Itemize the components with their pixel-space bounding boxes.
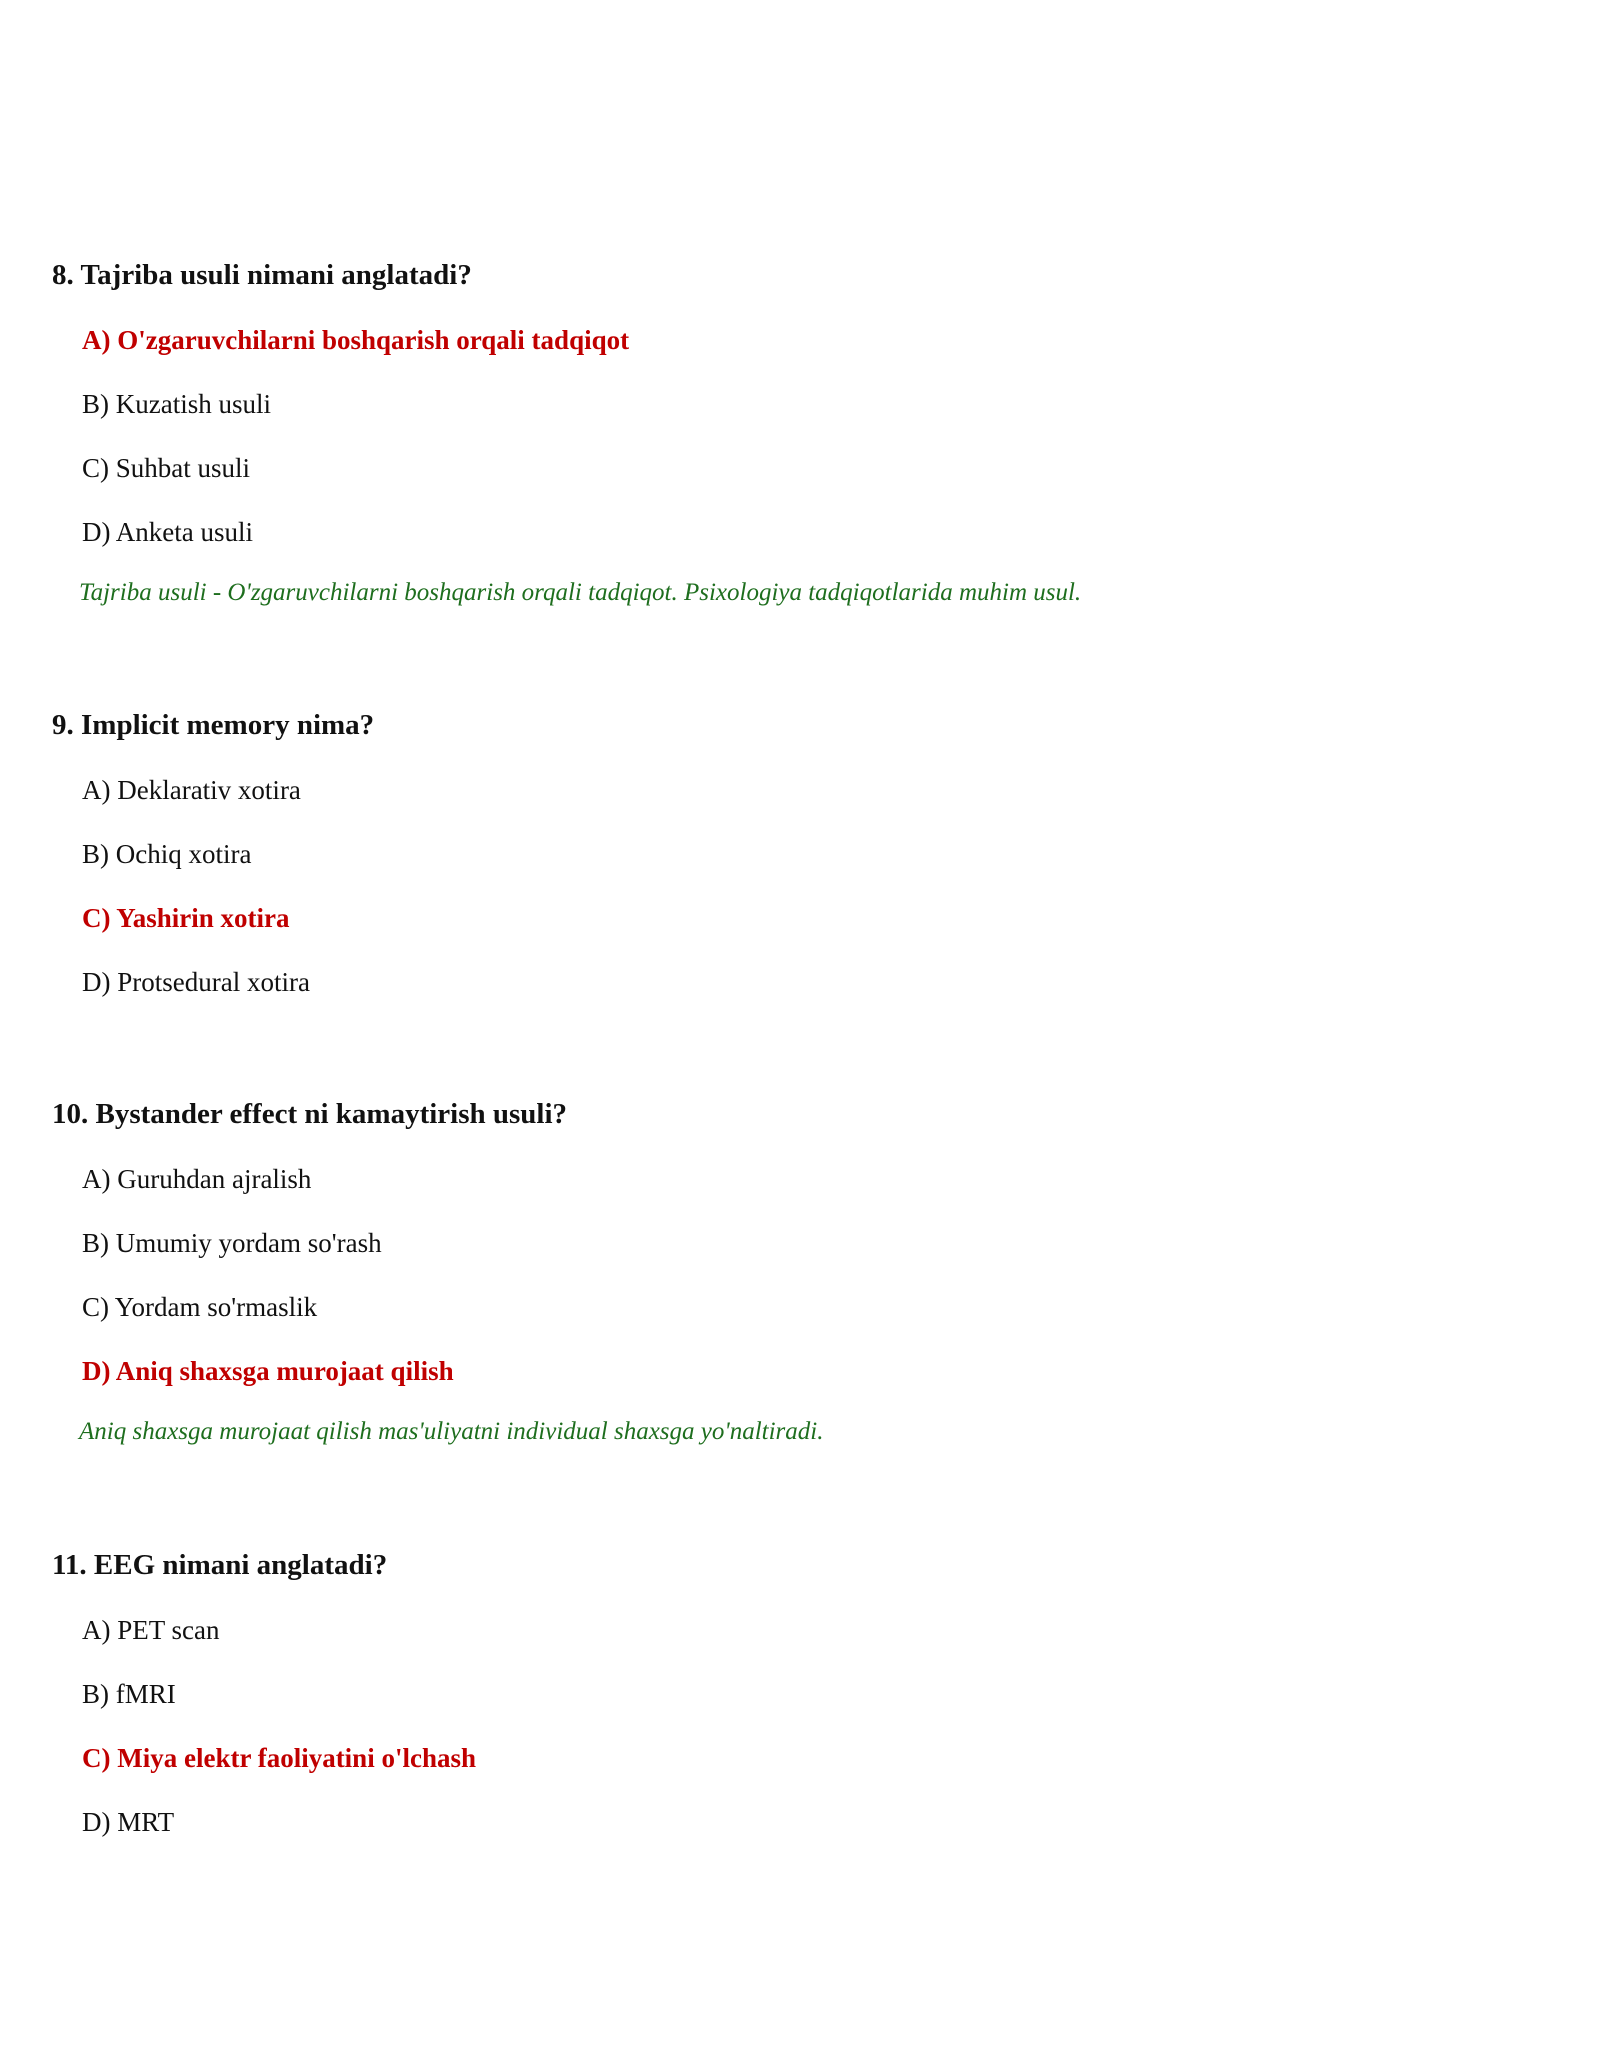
options-list: [52, 1613, 1552, 1839]
option-c: C) Yashirin xotira: [82, 903, 290, 933]
options-list: [52, 1162, 1552, 1388]
question-title: 11. EEG nimani anglatadi?: [52, 1549, 388, 1581]
option-b: B) fMRI: [82, 1679, 176, 1709]
explanation: Aniq shaxsga murojaat qilish mas'uliyatni individual shaxsga yo'naltiradi.: [79, 1418, 824, 1445]
question-title: 9. Implicit memory nima?: [52, 709, 375, 741]
option-a: A) O'zgaruvchilarni boshqarish orqali tadqiqot: [82, 325, 630, 355]
question-title: 8. Tajriba usuli nimani anglatadi?: [52, 259, 472, 291]
explanation: Tajriba usuli - O'zgaruvchilarni boshqarish orqali tadqiqot. Psixologiya tadqiqotlarida muhim usul.: [79, 579, 1082, 606]
question-10: [52, 1096, 1552, 1448]
options-list: [52, 323, 1552, 549]
question-8: [52, 257, 1552, 609]
option-b: B) Kuzatish usuli: [82, 389, 271, 419]
question-title: 10. Bystander effect ni kamaytirish usuli?: [52, 1098, 568, 1130]
option-c: C) Yordam so'rmaslik: [82, 1292, 318, 1322]
option-a: A) PET scan: [82, 1615, 220, 1645]
option-c: C) Suhbat usuli: [82, 453, 251, 483]
option-b: B) Umumiy yordam so'rash: [82, 1228, 382, 1258]
option-d: D) MRT: [82, 1807, 175, 1837]
option-a: A) Deklarativ xotira: [82, 775, 301, 805]
question-9: [52, 707, 1552, 999]
option-d: D) Anketa usuli: [82, 517, 253, 547]
option-a: A) Guruhdan ajralish: [82, 1164, 312, 1194]
options-list: [52, 773, 1552, 999]
question-11: [52, 1547, 1552, 1839]
option-d: D) Protsedural xotira: [82, 967, 310, 997]
option-b: B) Ochiq xotira: [82, 839, 252, 869]
option-c: C) Miya elektr faoliyatini o'lchash: [82, 1743, 476, 1773]
option-d: D) Aniq shaxsga murojaat qilish: [82, 1356, 454, 1386]
